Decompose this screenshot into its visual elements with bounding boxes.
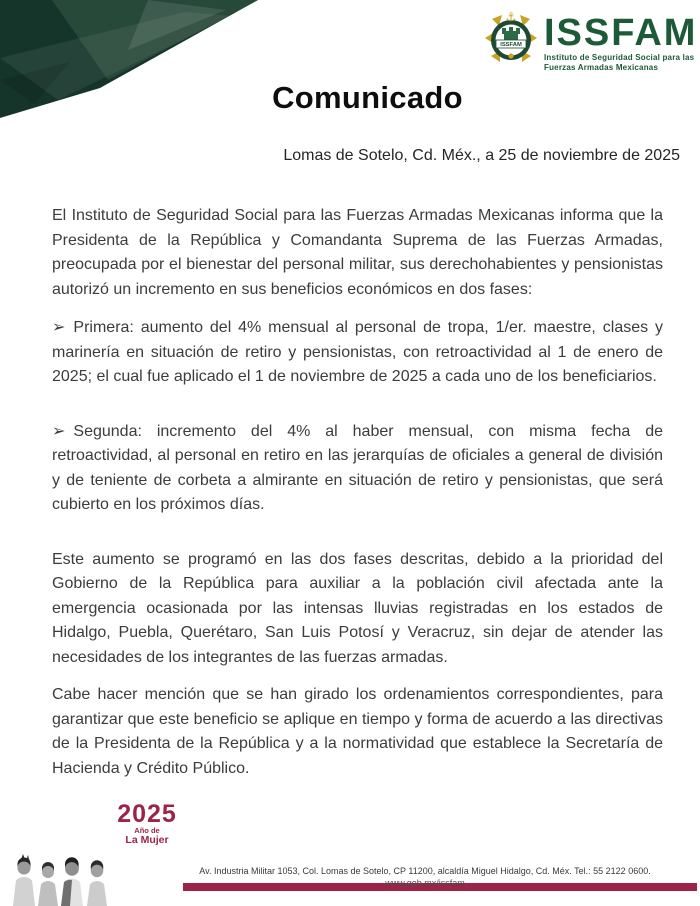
footer-address-block	[190, 866, 660, 888]
issfam-logo	[484, 10, 697, 72]
dateline: Lomas de Sotelo, Cd. Méx., a 25 de noviembre de 2025	[283, 147, 680, 164]
paragraph-segunda-text: Segunda: incremento del 4% al haber mensual, con misma fecha de retroactividad, al personal en retiro en las jerarquías de oficiales a general de división y de teniente de corbeta a almirante en situación de retiro y pensionistas, que será cubierto en los próximos días.	[52, 422, 663, 513]
year-caption-line1: Año de	[134, 826, 160, 835]
women-illustration	[10, 854, 108, 906]
year-number: 2025	[117, 800, 177, 828]
issfam-emblem-icon	[484, 10, 538, 68]
footer-address: Av. Industria Militar 1053, Col. Lomas de Sotelo, CP 11200, alcaldía Miguel Hidalgo, Cd. Méx. Tel.: 55 2122 0600.	[199, 866, 651, 876]
year-caption-line2: La Mujer	[125, 834, 169, 846]
emblem-banner-text: ISSFAM	[500, 42, 522, 49]
paragraph-primera	[52, 316, 663, 390]
logo-acronym: ISSFAM	[544, 12, 698, 54]
logo-tagline	[544, 53, 697, 72]
paragraph-segunda	[52, 420, 663, 518]
paragraph-closing-text: Cabe hacer mención que se han girado los ordenamientos correspondientes, para garantizar que este beneficio se aplique en tiempo y forma de acuerdo a las directivas de la Presidenta de la República y a la normatividad que establece la Secretaría de Hacienda y Crédito Público.	[52, 686, 663, 777]
logo-tagline-line2: Fuerzas Armadas Mexicanas	[544, 62, 659, 72]
logo-tagline-line1: Instituto de Seguridad Social para las	[544, 53, 695, 62]
footer-url: www.gob.mx/issfam	[385, 877, 465, 888]
body-content	[52, 204, 663, 795]
footer	[0, 800, 700, 906]
paragraph-closing	[52, 683, 663, 781]
anchor-icon: ⚓	[505, 10, 517, 24]
logo-text	[544, 10, 697, 72]
arrow-bullet-icon: ➢	[52, 319, 66, 336]
paragraph-intro-text: El Instituto de Seguridad Social para las Fuerzas Armadas Mexicanas informa que la Presidenta de la República y Comandanta Suprema de las Fuerzas Armadas, preocupada por el bienestar del personal militar, sus derechohabientes y pensionistas autorizó un incremento en sus beneficios económicos en dos fases:	[52, 207, 663, 298]
arrow-bullet-icon: ➢	[52, 422, 66, 440]
page-title: Comunicado	[272, 80, 463, 115]
paragraph-context-text: Este aumento se programó en las dos fases descritas, debido a la prioridad del Gobierno de la República para auxiliar a la población civil afectada ante la emergencia ocasionada por las intensas lluvias registradas en los estados de Hidalgo, Puebla, Querétaro, San Luis Potosí y Veracruz, sin dejar de atender las necesidades de los integrantes de las fuerzas armadas.	[52, 550, 663, 666]
paragraph-primera-text: Primera: aumento del 4% mensual al personal de tropa, 1/er. maestre, clases y marinería en situación de retiro y pensionistas, con retroactividad al 1 de enero de 2025; el cual fue aplicado el 1 de noviembre de 2025 a cada uno de los beneficiarios.	[52, 319, 663, 385]
year-2025-logo	[114, 802, 180, 846]
paragraph-context	[52, 548, 663, 671]
paragraph-intro	[52, 204, 663, 302]
